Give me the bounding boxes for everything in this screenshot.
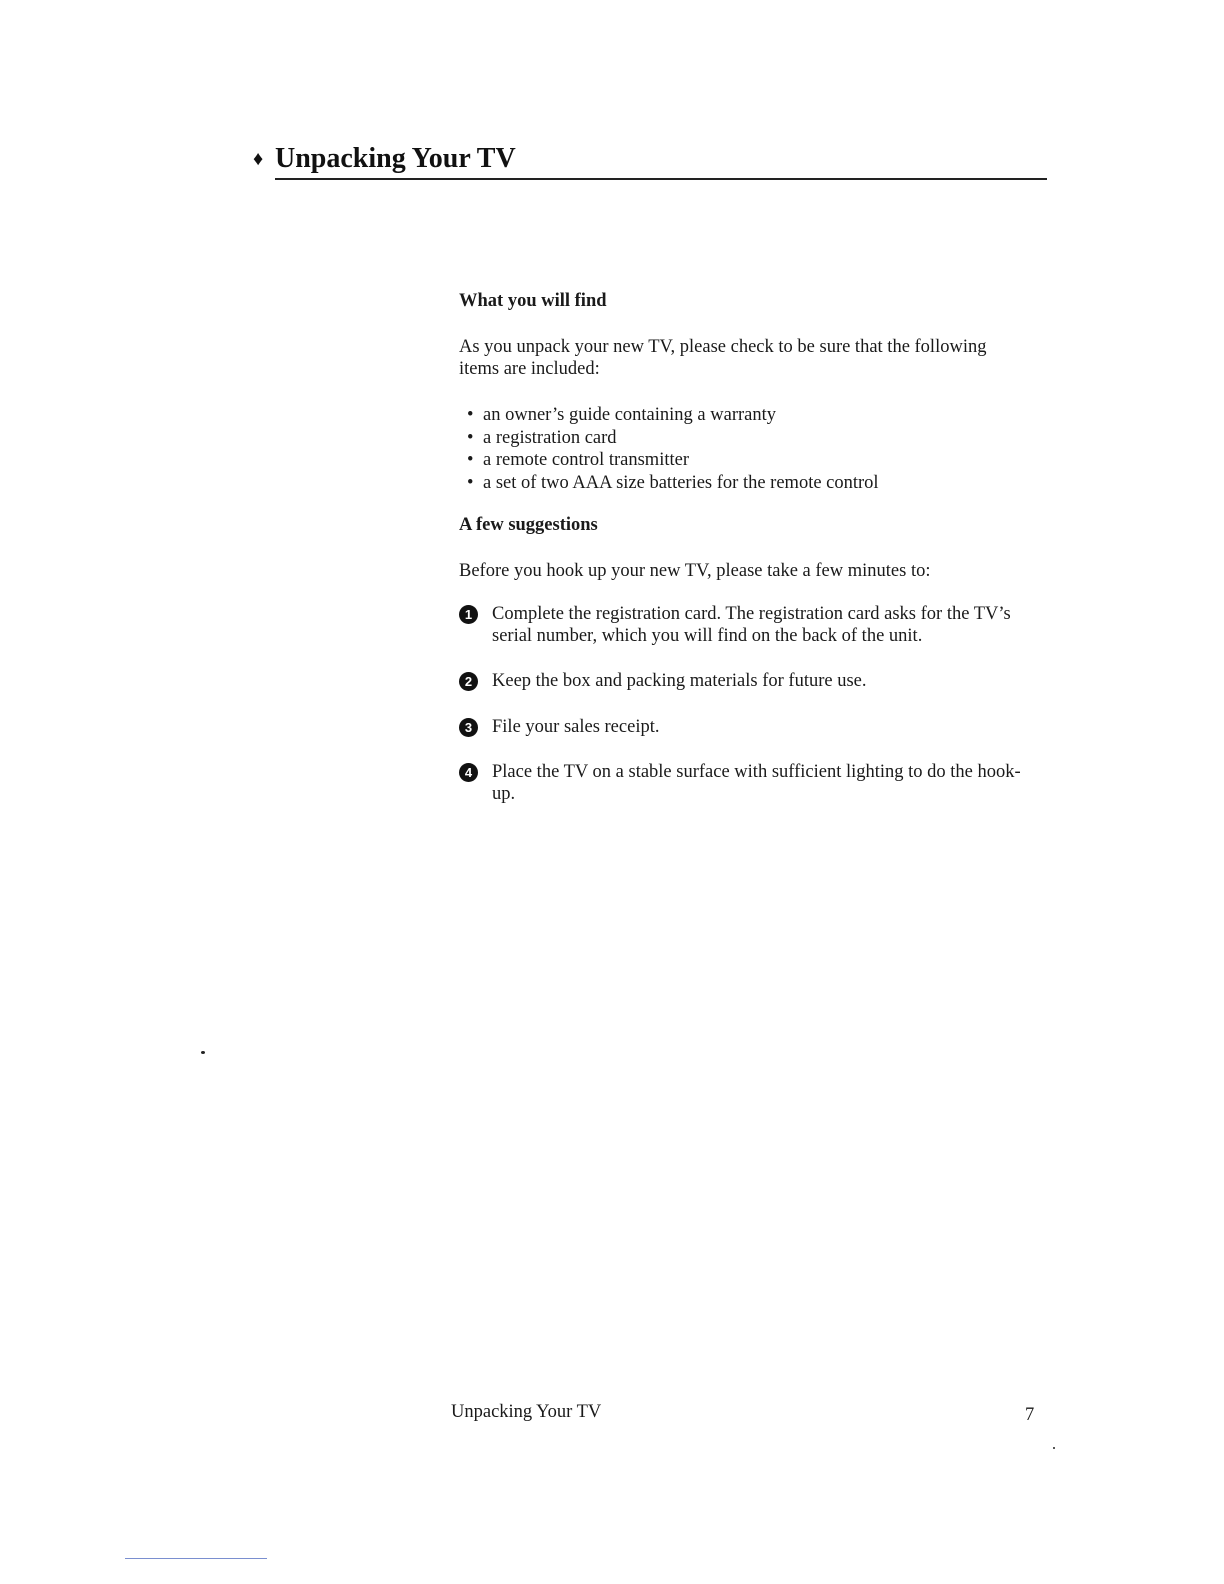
step-text: Complete the registration card. The registration card asks for the TV’s serial number, which you will find on the back of the unit. — [492, 604, 1011, 646]
diamond-bullet-icon: ♦ — [253, 148, 264, 170]
bullet-dot-icon: • — [467, 427, 474, 448]
step-number-badge: 2 — [459, 672, 478, 691]
step-item — [459, 671, 1039, 693]
page-title: Unpacking Your TV — [275, 143, 516, 174]
step-number-badge: 4 — [459, 763, 478, 782]
list-item-text: a remote control transmitter — [483, 450, 689, 470]
page-header — [253, 142, 1047, 182]
bottom-edge-line — [125, 1558, 267, 1559]
header-rule — [275, 178, 1047, 180]
page-number: 7 — [1025, 1405, 1035, 1425]
footer-section-title: Unpacking Your TV — [451, 1402, 602, 1422]
scan-speck — [201, 1051, 205, 1054]
section-heading-what-you-will-find: What you will find — [459, 291, 607, 311]
step-item — [459, 717, 1039, 739]
list-item — [459, 427, 1039, 450]
step-number-badge: 3 — [459, 718, 478, 737]
suggestion-steps-list — [459, 604, 1039, 805]
step-text: File your sales receipt. — [492, 716, 660, 737]
list-item-text: a registration card — [483, 427, 617, 448]
section-heading-a-few-suggestions: A few suggestions — [459, 515, 598, 535]
list-item-text: an owner’s guide containing a warranty — [483, 405, 776, 425]
bullet-dot-icon: • — [467, 405, 474, 425]
section-intro: Before you hook up your new TV, please take a few minutes to: — [459, 561, 931, 581]
scan-speck — [1053, 1447, 1055, 1449]
main-content — [459, 290, 1039, 829]
included-items-list — [459, 404, 1039, 494]
step-number-badge: 1 — [459, 605, 478, 624]
bullet-dot-icon: • — [467, 450, 474, 470]
section-intro: As you unpack your new TV, please check to be sure that the following items are included: — [459, 337, 987, 379]
bullet-dot-icon: • — [467, 472, 474, 493]
list-item — [459, 472, 1039, 495]
step-item — [459, 604, 1039, 647]
step-item — [459, 762, 1039, 805]
step-text: Place the TV on a stable surface with sufficient lighting to do the hook-up. — [492, 762, 1021, 804]
step-text: Keep the box and packing materials for future use. — [492, 671, 867, 691]
list-item — [459, 449, 1039, 472]
list-item — [459, 404, 1039, 427]
list-item-text: a set of two AAA size batteries for the remote control — [483, 472, 879, 493]
